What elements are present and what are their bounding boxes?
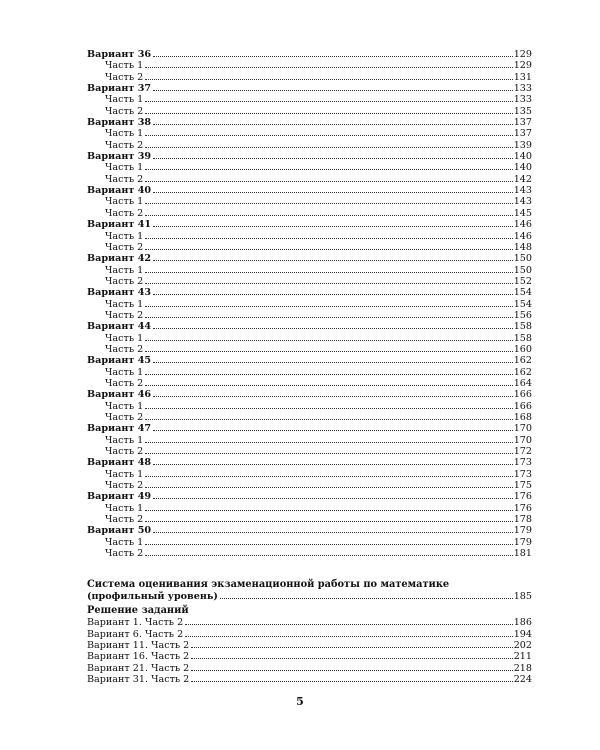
page-ref: 185 [513, 591, 532, 602]
solution-entry[interactable] [87, 663, 532, 674]
part-label: Часть 1 [105, 128, 144, 140]
toc-variant-entry[interactable] [87, 49, 532, 60]
toc-variant-entry[interactable] [87, 525, 532, 536]
table-of-contents [87, 49, 532, 559]
variant-label: Вариант 46 [87, 389, 152, 401]
leader-dots [145, 202, 512, 204]
toc-variant-entry[interactable] [87, 185, 532, 196]
leader-dots [145, 237, 512, 239]
leader-dots [153, 531, 513, 533]
variant-label: Вариант 45 [87, 355, 152, 367]
leader-dots [145, 100, 512, 102]
leader-dots [145, 305, 512, 307]
toc-variant-entry[interactable] [87, 253, 532, 264]
toc-part-entry[interactable] [87, 378, 532, 389]
solution-label: Вариант 6. Часть 2 [87, 628, 184, 640]
toc-part-entry[interactable] [87, 435, 532, 446]
leader-dots [153, 395, 513, 397]
toc-part-entry[interactable] [87, 128, 532, 139]
leader-dots [145, 475, 512, 477]
variant-label: Вариант 49 [87, 491, 152, 503]
toc-part-entry[interactable] [87, 72, 532, 83]
toc-part-entry[interactable] [87, 60, 532, 71]
toc-part-entry[interactable] [87, 503, 532, 514]
leader-dots [145, 486, 512, 488]
page-ref: 135 [513, 105, 532, 117]
leader-dots [145, 248, 512, 250]
page-ref: 176 [513, 491, 532, 503]
page-ref: 133 [513, 83, 532, 95]
leader-dots [145, 180, 512, 182]
solution-entry[interactable] [87, 617, 532, 628]
page-ref: 178 [513, 514, 532, 526]
part-label: Часть 1 [105, 502, 144, 514]
toc-part-entry[interactable] [87, 94, 532, 105]
part-label: Часть 2 [105, 548, 144, 560]
leader-dots [153, 293, 513, 295]
leader-dots [153, 191, 513, 193]
toc-part-entry[interactable] [87, 162, 532, 173]
leader-dots [145, 316, 512, 318]
leader-dots [153, 327, 513, 329]
part-label: Часть 2 [105, 309, 144, 321]
toc-part-entry[interactable] [87, 106, 532, 117]
part-label: Часть 1 [105, 264, 144, 276]
page-ref: 146 [513, 230, 532, 242]
leader-dots [185, 635, 513, 637]
appendix-contents [87, 579, 532, 685]
toc-part-entry[interactable] [87, 276, 532, 287]
leader-dots [145, 271, 512, 273]
toc-part-entry[interactable] [87, 208, 532, 219]
page-ref: 145 [513, 207, 532, 219]
toc-variant-entry[interactable] [87, 457, 532, 468]
page-ref: 170 [513, 423, 532, 435]
leader-dots [153, 259, 513, 261]
solution-entry[interactable] [87, 640, 532, 651]
leader-dots [145, 509, 512, 511]
part-label: Часть 2 [105, 71, 144, 83]
toc-part-entry[interactable] [87, 480, 532, 491]
part-label: Часть 2 [105, 446, 144, 458]
toc-part-entry[interactable] [87, 174, 532, 185]
toc-variant-entry[interactable] [87, 117, 532, 128]
assessment-subtitle: (профильный уровень) [87, 591, 218, 602]
solution-label: Вариант 11. Часть 2 [87, 640, 190, 652]
part-label: Часть 2 [105, 480, 144, 492]
leader-dots [145, 373, 512, 375]
toc-variant-entry[interactable] [87, 423, 532, 434]
leader-dots [191, 680, 512, 682]
leader-dots [153, 429, 513, 431]
solution-entry[interactable] [87, 674, 532, 685]
toc-part-entry[interactable] [87, 242, 532, 253]
toc-part-entry[interactable] [87, 231, 532, 242]
variant-label: Вариант 39 [87, 151, 152, 163]
leader-dots [153, 225, 513, 227]
part-label: Часть 1 [105, 332, 144, 344]
page-ref: 140 [513, 151, 532, 163]
leader-dots [145, 78, 512, 80]
solution-entry[interactable] [87, 629, 532, 640]
toc-part-entry[interactable] [87, 367, 532, 378]
part-label: Часть 1 [105, 434, 144, 446]
page-ref: 158 [513, 321, 532, 333]
toc-part-entry[interactable] [87, 446, 532, 457]
page-ref: 162 [513, 366, 532, 378]
variant-label: Вариант 47 [87, 423, 152, 435]
part-label: Часть 1 [105, 536, 144, 548]
leader-dots [153, 157, 513, 159]
part-label: Часть 2 [105, 412, 144, 423]
toc-variant-entry[interactable] [87, 491, 532, 502]
part-label: Часть 1 [105, 60, 144, 72]
solutions-title: Решение заданий [87, 605, 189, 617]
page-ref: 170 [513, 434, 532, 446]
page-ref: 194 [513, 628, 532, 640]
leader-dots [153, 361, 513, 363]
leader-dots [145, 146, 512, 148]
leader-dots [153, 123, 513, 125]
page-ref: 162 [513, 355, 532, 367]
part-label: Часть 1 [105, 230, 144, 242]
leader-dots [145, 134, 512, 136]
leader-dots [185, 623, 513, 625]
variant-label: Вариант 50 [87, 525, 152, 537]
solution-label: Вариант 31. Часть 2 [87, 674, 190, 686]
page-ref: 152 [513, 275, 532, 287]
page-ref: 129 [513, 60, 532, 72]
leader-dots [145, 418, 512, 420]
page-ref: 143 [513, 185, 532, 197]
leader-dots [145, 407, 512, 409]
toc-variant-entry[interactable] [87, 389, 532, 400]
leader-dots [145, 282, 512, 284]
leader-dots [145, 339, 512, 341]
page-ref: 176 [513, 502, 532, 514]
page-ref: 139 [513, 139, 532, 151]
leader-dots [220, 597, 513, 599]
page-ref: 179 [513, 536, 532, 548]
page-number: 5 [296, 695, 304, 708]
page-ref: 164 [513, 377, 532, 389]
toc-part-entry[interactable] [87, 548, 532, 559]
part-label: Часть 2 [105, 377, 144, 389]
page-ref: 158 [513, 332, 532, 344]
page-ref: 133 [513, 94, 532, 106]
page-ref: 211 [513, 651, 532, 663]
part-label: Часть 1 [105, 468, 144, 480]
leader-dots [145, 452, 512, 454]
toc-part-entry[interactable] [87, 333, 532, 344]
part-label: Часть 2 [105, 343, 144, 355]
part-label: Часть 1 [105, 162, 144, 174]
variant-label: Вариант 38 [87, 117, 152, 129]
page-ref: 140 [513, 162, 532, 174]
toc-part-entry[interactable] [87, 412, 532, 423]
page-ref: 173 [513, 457, 532, 469]
part-label: Часть 1 [105, 94, 144, 106]
page-ref: 137 [513, 128, 532, 140]
toc-part-entry[interactable] [87, 196, 532, 207]
toc-variant-entry[interactable] [87, 83, 532, 94]
page-ref: 129 [513, 49, 532, 60]
page-ref: 179 [513, 525, 532, 537]
page-ref: 156 [513, 309, 532, 321]
leader-dots [145, 554, 512, 556]
assessment-entry[interactable] [87, 591, 532, 602]
part-label: Часть 2 [105, 514, 144, 526]
leader-dots [145, 214, 512, 216]
leader-dots [153, 89, 513, 91]
part-label: Часть 2 [105, 173, 144, 185]
variant-label: Вариант 36 [87, 49, 152, 60]
leader-dots [191, 669, 512, 671]
leader-dots [191, 657, 512, 659]
variant-label: Вариант 37 [87, 83, 152, 95]
toc-variant-entry[interactable] [87, 151, 532, 162]
part-label: Часть 1 [105, 400, 144, 412]
toc-variant-entry[interactable] [87, 355, 532, 366]
page-ref: 175 [513, 480, 532, 492]
page-ref: 154 [513, 287, 532, 299]
toc-part-entry[interactable] [87, 514, 532, 525]
page-ref: 142 [513, 173, 532, 185]
toc-part-entry[interactable] [87, 140, 532, 151]
part-label: Часть 1 [105, 196, 144, 208]
leader-dots [145, 112, 512, 114]
leader-dots [191, 646, 512, 648]
variant-label: Вариант 42 [87, 253, 152, 265]
toc-part-entry[interactable] [87, 310, 532, 321]
page-ref: 150 [513, 253, 532, 265]
part-label: Часть 1 [105, 366, 144, 378]
page-ref: 150 [513, 264, 532, 276]
toc-part-entry[interactable] [87, 299, 532, 310]
page-ref: 168 [513, 412, 532, 423]
page-ref: 131 [513, 71, 532, 83]
page-ref: 148 [513, 241, 532, 253]
toc-part-entry[interactable] [87, 265, 532, 276]
part-label: Часть 2 [105, 275, 144, 287]
page-ref: 154 [513, 298, 532, 310]
leader-dots [145, 66, 512, 68]
variant-label: Вариант 41 [87, 219, 152, 231]
leader-dots [153, 463, 513, 465]
page-ref: 224 [513, 674, 532, 686]
toc-part-entry[interactable] [87, 401, 532, 412]
solution-label: Вариант 1. Часть 2 [87, 617, 184, 629]
page-ref: 218 [513, 662, 532, 674]
part-label: Часть 2 [105, 105, 144, 117]
part-label: Часть 2 [105, 241, 144, 253]
page-ref: 202 [513, 640, 532, 652]
leader-dots [153, 55, 513, 57]
variant-label: Вариант 44 [87, 321, 152, 333]
page-ref: 166 [513, 400, 532, 412]
leader-dots [145, 543, 512, 545]
leader-dots [145, 384, 512, 386]
page-ref: 173 [513, 468, 532, 480]
solution-label: Вариант 16. Часть 2 [87, 651, 190, 663]
solution-entry[interactable] [87, 651, 532, 662]
page-ref: 137 [513, 117, 532, 129]
leader-dots [153, 497, 513, 499]
page-ref: 172 [513, 446, 532, 458]
leader-dots [145, 520, 512, 522]
part-label: Часть 2 [105, 207, 144, 219]
page-ref: 143 [513, 196, 532, 208]
variant-label: Вариант 48 [87, 457, 152, 469]
page-ref: 146 [513, 219, 532, 231]
leader-dots [145, 168, 512, 170]
part-label: Часть 2 [105, 139, 144, 151]
toc-variant-entry[interactable] [87, 321, 532, 332]
page-ref: 160 [513, 343, 532, 355]
assessment-title: Система оценивания экзаменационной работы по математике [87, 579, 450, 590]
toc-variant-entry[interactable] [87, 287, 532, 298]
solution-label: Вариант 21. Часть 2 [87, 662, 190, 674]
toc-part-entry[interactable] [87, 469, 532, 480]
toc-variant-entry[interactable] [87, 219, 532, 230]
page-ref: 181 [513, 548, 532, 560]
variant-label: Вариант 43 [87, 287, 152, 299]
toc-part-entry[interactable] [87, 344, 532, 355]
toc-part-entry[interactable] [87, 537, 532, 548]
solutions-list [87, 617, 532, 685]
variant-label: Вариант 40 [87, 185, 152, 197]
page-ref: 166 [513, 389, 532, 401]
leader-dots [145, 350, 512, 352]
part-label: Часть 1 [105, 298, 144, 310]
page-ref: 186 [513, 617, 532, 629]
leader-dots [145, 441, 512, 443]
